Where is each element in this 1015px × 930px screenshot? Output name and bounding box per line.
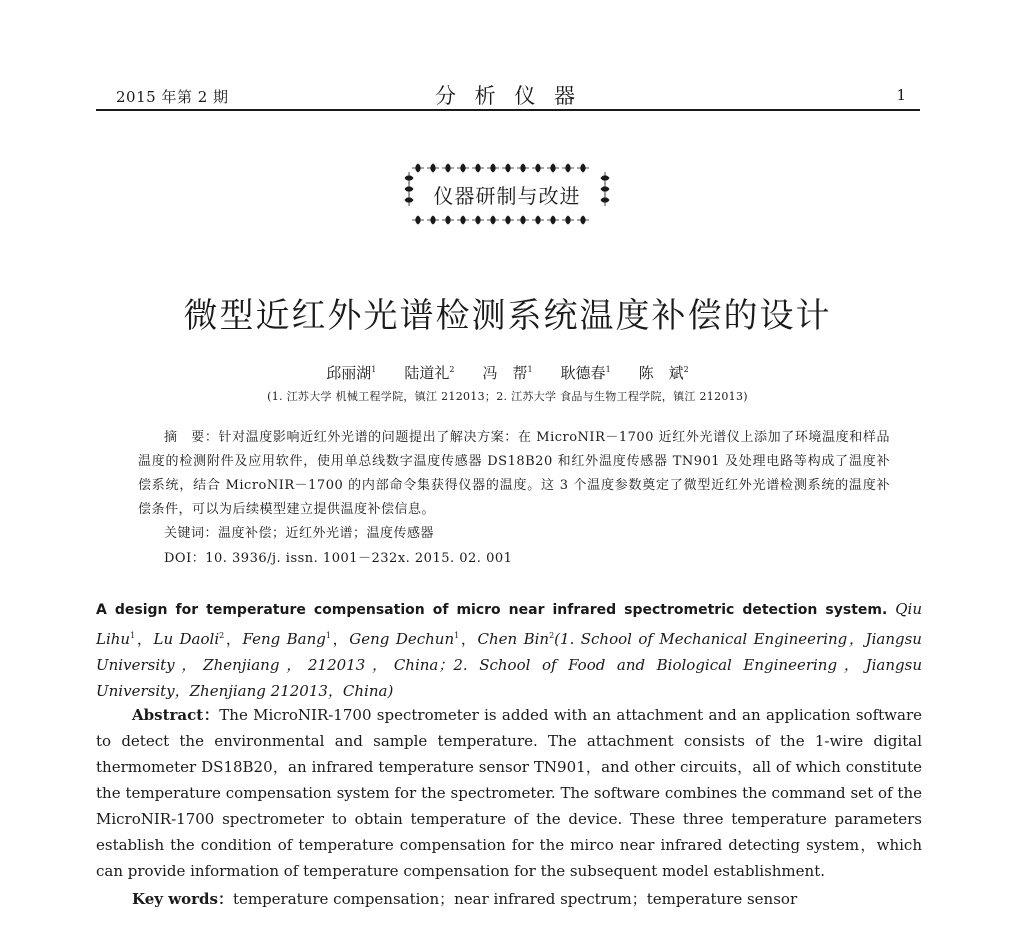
affiliations: (1. 江苏大学 机械工程学院，镇江 212013；2. 江苏大学 食品与生物工程学院，镇江 212013) [267,390,748,403]
journal-name: 分 析 仪 器 [434,84,582,108]
en-author-separator: ， [224,630,243,648]
header-rule [96,109,920,111]
english-keywords [132,888,797,909]
cn-abstract-text: 针对温度影响近红外光谱的问题提出了解决方案：在 MicroNIR－1700 近红外光谱仪上添加了环境温度和样品温度的检测附件及应用软件，使用单总线数字温度传感器 DS18B20 和红外温度传感器 TN901 及处理电路等构成了温度补偿系统，结合 MicroNIR－1700 的内部命令集获得仪器的温度。这 3 个温度参数奠定了微型近红外光谱检测系统的温度补偿条件，可以为后续模型建立提供温度补偿信息。 [138,430,890,517]
en-abstract-label: Abstract： [132,706,220,724]
en-author-separator: ， [459,630,478,648]
running-header [96,80,920,110]
author-affil-mark: 1 [371,365,377,374]
author-list [0,362,1015,383]
ornament-leaf [457,216,469,224]
ornament-leaf [472,216,484,224]
en-author-name: Qiu Lihu [96,600,922,648]
cn-abstract-label: 摘 要： [164,430,219,445]
author-affil-mark: 2 [683,365,689,374]
english-title: A design for temperature compensation of micro near infrared spectrometric detection system. [96,602,888,618]
en-affiliation: (1. School of Mechanical Engineering，Jiangsu University，Zhenjiang，212013，China；2. School of Food and Biological Engineering，Jiangsu University，Zhenjiang 212013，China) [96,630,922,700]
chinese-abstract [138,426,890,522]
page-number: 1 [896,86,906,104]
ornament-leaf [547,216,559,224]
ornament-leaf [517,164,529,172]
doi-label: DOI： [164,551,206,566]
author [561,364,611,382]
en-abstract-text: The MicroNIR-1700 spectrometer is added with an attachment and an application software to detect the environmental and sample temperature. The attachment consists of the 1-wire digital thermometer DS18B20，an infrared temperature sensor TN901，and other circuits，all of which constitute the temperature compensation system for the spectrometer. The software combines the command set of the MicroNIR-1700 spectrometer to obtain temperature of the device. These three temperature parameters establish the condition of temperature compensation for the mirco near infrared detecting system，which can provide information of temperature compensation for the subsequent model establishment. [96,706,922,880]
ornament-leaf [502,216,514,224]
author [482,364,532,382]
doi-value: 10. 3936/j. issn. 1001－232x. 2015. 02. 001 [205,551,513,566]
ornament-leaf [532,164,544,172]
en-author-affil-mark: 1 [454,631,460,640]
cn-keywords-label: 关键词： [164,526,219,541]
author [639,364,689,382]
author-name: 冯 帮 [482,364,528,382]
ornament-leaf [427,164,439,172]
en-author-affil-mark: 1 [130,631,136,640]
ornament-leaf [517,216,529,224]
author-name: 陈 斌 [638,364,684,382]
ornament-leaf [412,164,424,172]
en-keywords-text: temperature compensation；near infrared spectrum；temperature sensor [232,890,798,908]
en-author-affil-mark: 2 [219,631,225,640]
issue-label: 2015 年第 2 期 [116,88,229,106]
paper-title: 微型近红外光谱检测系统温度补偿的设计 [183,296,832,336]
cn-keywords-text: 温度补偿；近红外光谱；温度传感器 [218,526,435,541]
en-author-affil-mark: 1 [325,631,331,640]
column-tag-box [404,162,610,226]
doi-line [164,547,512,566]
ornament-leaf [487,164,499,172]
ornament-leaf [412,216,424,224]
ornament-leaf [562,164,574,172]
author-affil-mark: 1 [605,365,611,374]
author-name: 耿德春 [560,364,606,382]
en-author-name: Geng Dechun [349,630,455,648]
en-author-name: Feng Bang [242,630,326,648]
en-keywords-label: Key words： [132,890,233,908]
ornament-leaf [442,164,454,172]
author-name: 陆道礼 [404,364,450,382]
en-author-name: Chen Bin [477,630,550,648]
ornament-leaf [547,164,559,172]
ornament-leaf [562,216,574,224]
ornament-leaf [427,216,439,224]
en-author-separator: ， [330,630,350,648]
ornament-leaf [487,216,499,224]
author-affil-mark: 2 [449,365,455,374]
author-affil-mark: 1 [527,365,533,374]
ornament-leaf [577,216,589,224]
en-author-affil-mark: 2 [549,631,555,640]
author [404,364,454,382]
en-author-name: Lu Daoli [153,630,220,648]
english-title-block [96,596,922,704]
ornament-leaf [457,164,469,172]
en-author-separator: ， [135,630,154,648]
ornament-leaf [532,216,544,224]
ornament-leaf [442,216,454,224]
author-name: 邱丽湖 [326,364,372,382]
ornament-leaf [472,164,484,172]
author [326,364,376,382]
ornament-leaf [502,164,514,172]
english-abstract [96,702,922,884]
chinese-keywords [164,522,434,541]
column-tag: 仪器研制与改进 [433,184,581,208]
ornament-leaf [577,164,589,172]
